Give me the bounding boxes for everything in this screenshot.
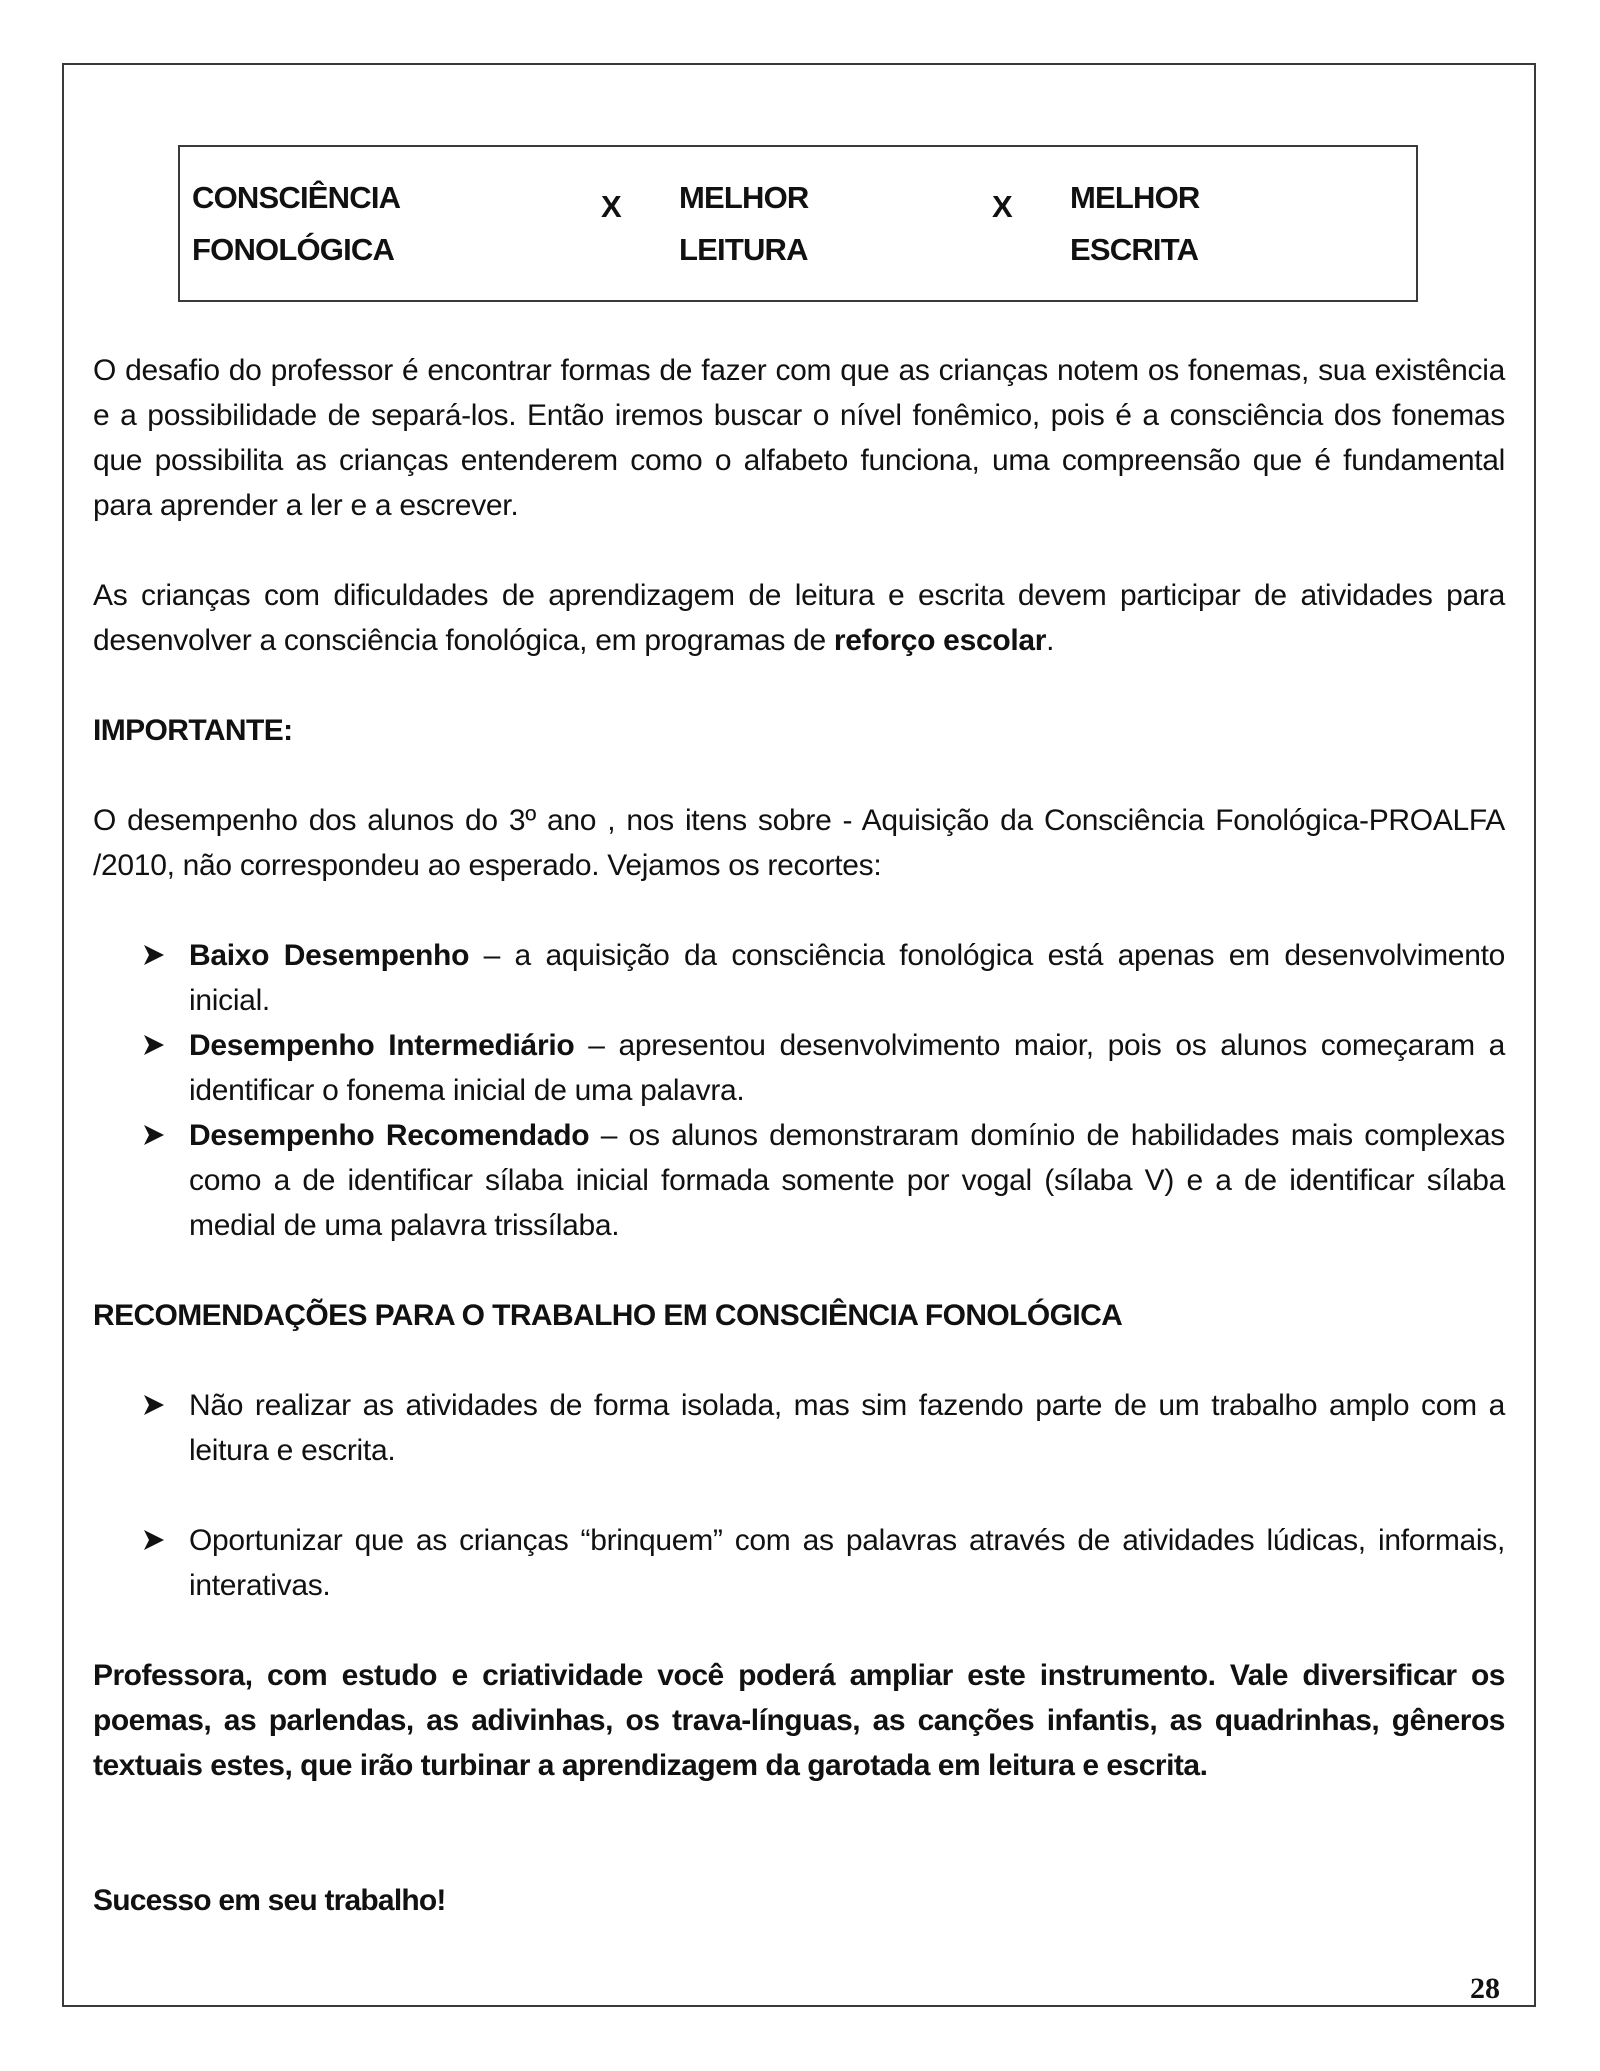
list-item-recommendation <box>93 1383 1505 1473</box>
performance-levels-list <box>93 933 1505 1248</box>
term-line: CONSCIÊNCIA <box>192 180 401 215</box>
paragraph-text: As crianças com dificuldades de aprendizagem de leitura e escrita devem participar de atividades para desenvolver a consciência fonológica, em programas de <box>93 579 1505 657</box>
level-text: – apresentou desenvolvimento maior, pois os alunos começaram a identificar o fonema inicial de uma palavra. <box>189 1029 1505 1107</box>
page-number: 28 <box>1470 1972 1500 2005</box>
arrowhead-bullet-icon <box>143 1034 165 1056</box>
paragraph-performance: O desempenho dos alunos do 3º ano , nos itens sobre - Aquisição da Consciência Fonológica-PROALFA /2010, não correspondeu ao esperado. Vejamos os recortes: <box>93 804 1505 882</box>
term-line: FONOLÓGICA <box>192 232 395 267</box>
term-line: ESCRITA <box>1070 232 1199 267</box>
term-phonological-awareness <box>192 172 400 276</box>
emphasis-reforco-escolar: reforço escolar <box>833 624 1047 657</box>
term-line: MELHOR <box>679 180 809 215</box>
paragraph-end: . <box>1046 624 1055 657</box>
level-text: – os alunos demonstraram domínio de habilidades mais complexas como a de identificar sílaba inicial formada somente por vogal (sílaba V) e a de identificar sílaba medial de uma palavra trissílaba. <box>189 1119 1505 1242</box>
page-content <box>93 348 1505 1923</box>
separator-x: X <box>601 189 622 224</box>
signoff: Sucesso em seu trabalho! <box>93 1884 446 1917</box>
recommendation-text: Não realizar as atividades de forma isolada, mas sim fazendo parte de um trabalho amplo com a leitura e escrita. <box>189 1389 1505 1467</box>
level-title: Baixo Desempenho <box>189 939 470 972</box>
term-better-reading <box>679 172 809 276</box>
term-line: MELHOR <box>1070 180 1200 215</box>
list-item-recommended <box>93 1113 1505 1248</box>
term-better-writing <box>1070 172 1200 276</box>
term-line: LEITURA <box>679 232 808 267</box>
recommendations-list-2 <box>93 1518 1505 1608</box>
arrowhead-bullet-icon <box>143 1124 165 1146</box>
heading-important: IMPORTANTE: <box>93 714 293 747</box>
separator-x: X <box>992 189 1013 224</box>
list-item-intermediate <box>93 1023 1505 1113</box>
arrowhead-bullet-icon <box>143 944 165 966</box>
heading-recommendations: RECOMENDAÇÕES PARA O TRABALHO EM CONSCIÊNCIA FONOLÓGICA <box>93 1299 1123 1332</box>
closing-paragraph: Professora, com estudo e criatividade você poderá ampliar este instrumento. Vale diversificar os poemas, as parlendas, as adivinhas, os trava-línguas, as canções infantis, as quadrinhas, gêneros textuais estes, que irão turbinar a aprendizagem da garotada em leitura e escrita. <box>93 1659 1505 1782</box>
recommendation-text: Oportunizar que as crianças “brinquem” com as palavras através de atividades lúdicas, informais, interativas. <box>189 1524 1505 1602</box>
list-item-low <box>93 933 1505 1023</box>
level-title: Desempenho Recomendado <box>189 1119 590 1152</box>
arrowhead-bullet-icon <box>143 1394 165 1416</box>
paragraph-difficulties <box>93 573 1505 663</box>
recommendations-list <box>93 1383 1505 1473</box>
list-item-recommendation <box>93 1518 1505 1608</box>
arrowhead-bullet-icon <box>143 1529 165 1551</box>
paragraph-challenge: O desafio do professor é encontrar formas de fazer com que as crianças notem os fonemas, sua existência e a possibilidade de separá-los. Então iremos buscar o nível fonêmico, pois é a consciência dos fonemas que possibilita as crianças entenderem como o alfabeto funciona, uma compreensão que é fundamental para aprender a ler e a escrever. <box>93 354 1505 522</box>
level-text: – a aquisição da consciência fonológica está apenas em desenvolvimento inicial. <box>189 939 1505 1017</box>
level-title: Desempenho Intermediário <box>189 1029 575 1062</box>
concept-equation-box <box>178 145 1418 302</box>
